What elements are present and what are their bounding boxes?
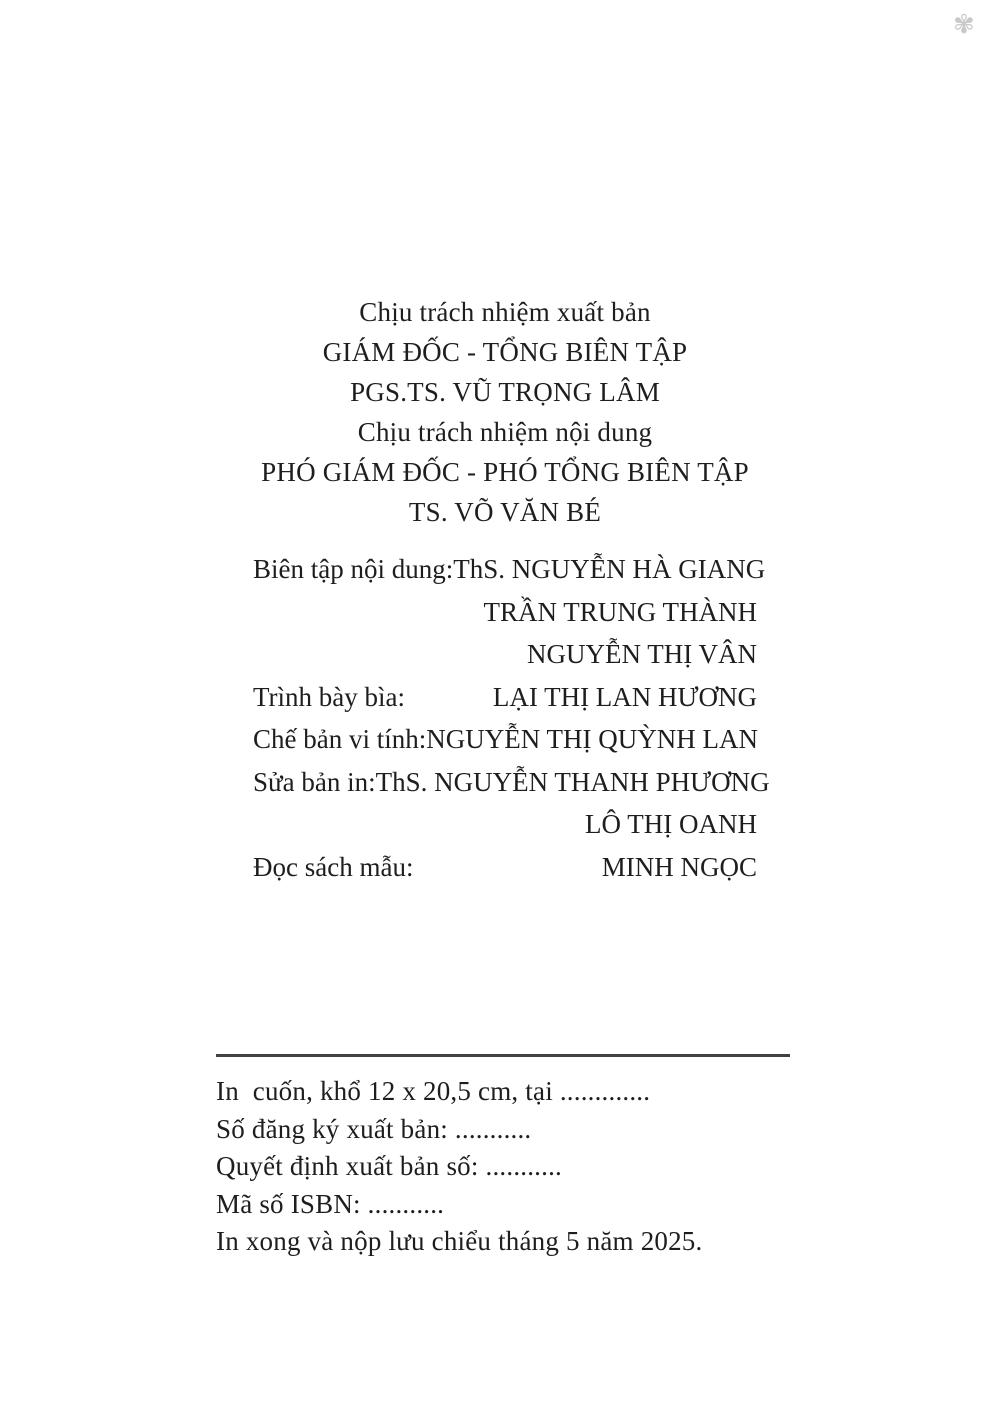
credit-row-cover-design bbox=[253, 676, 757, 719]
print-run-line: In cuốn, khổ 12 x 20,5 cm, tại ............. bbox=[216, 1076, 651, 1106]
credits-block bbox=[253, 548, 770, 888]
credit-label: Chế bản vi tính: bbox=[253, 724, 427, 754]
credit-row-editor-2 bbox=[253, 591, 757, 634]
credit-name: NGUYỄN THỊ QUỲNH LAN bbox=[426, 724, 758, 754]
credit-label: Sửa bản in: bbox=[253, 766, 376, 797]
deposit-date-line: In xong và nộp lưu chiểu tháng 5 năm 2025. bbox=[216, 1226, 703, 1256]
credit-name: NGUYỄN THỊ VÂN bbox=[527, 639, 757, 669]
credit-label: Trình bày bìa: bbox=[253, 681, 406, 712]
credit-name: ThS. NGUYỄN HÀ GIANG bbox=[453, 554, 766, 584]
credit-name: MINH NGỌC bbox=[601, 851, 757, 882]
credit-name: LẠI THỊ LAN HƯƠNG bbox=[492, 681, 757, 712]
credit-row-typesetting bbox=[253, 718, 757, 761]
responsibility-block bbox=[250, 292, 760, 532]
credit-name: ThS. NGUYỄN THANH PHƯƠNG bbox=[375, 766, 770, 797]
credit-label: Đọc sách mẫu: bbox=[253, 851, 414, 882]
divider-line bbox=[216, 1054, 790, 1057]
publishing-decision-line: Quyết định xuất bản số: ........... bbox=[216, 1151, 562, 1181]
printing-info-block bbox=[216, 1054, 794, 1261]
responsibility-name-deputy-director: TS. VÕ VĂN BÉ bbox=[408, 497, 602, 527]
isbn-line: Mã số ISBN: ........... bbox=[216, 1188, 445, 1219]
credit-row-editor-3 bbox=[253, 633, 757, 676]
credit-label: Biên tập nội dung: bbox=[253, 554, 454, 584]
credit-row-proofreading bbox=[253, 761, 770, 804]
flower-icon: ✾ bbox=[953, 10, 975, 39]
credit-row-proofreading-2 bbox=[253, 803, 757, 846]
responsibility-role-publishing: Chịu trách nhiệm xuất bản bbox=[359, 297, 651, 327]
responsibility-role-content: Chịu trách nhiệm nội dung bbox=[357, 417, 653, 447]
responsibility-title-director: GIÁM ĐỐC - TỔNG BIÊN TẬP bbox=[322, 337, 688, 367]
credit-row-editor bbox=[253, 548, 766, 591]
responsibility-name-director: PGS.TS. VŨ TRỌNG LÂM bbox=[350, 377, 660, 407]
credit-row-sample-reading bbox=[253, 846, 757, 889]
responsibility-title-deputy-director: PHÓ GIÁM ĐỐC - PHÓ TỔNG BIÊN TẬP bbox=[261, 457, 749, 487]
credit-name: LÔ THỊ OANH bbox=[585, 809, 757, 839]
registration-number-line: Số đăng ký xuất bản: ........... bbox=[216, 1113, 532, 1144]
credit-name: TRẦN TRUNG THÀNH bbox=[483, 596, 757, 627]
